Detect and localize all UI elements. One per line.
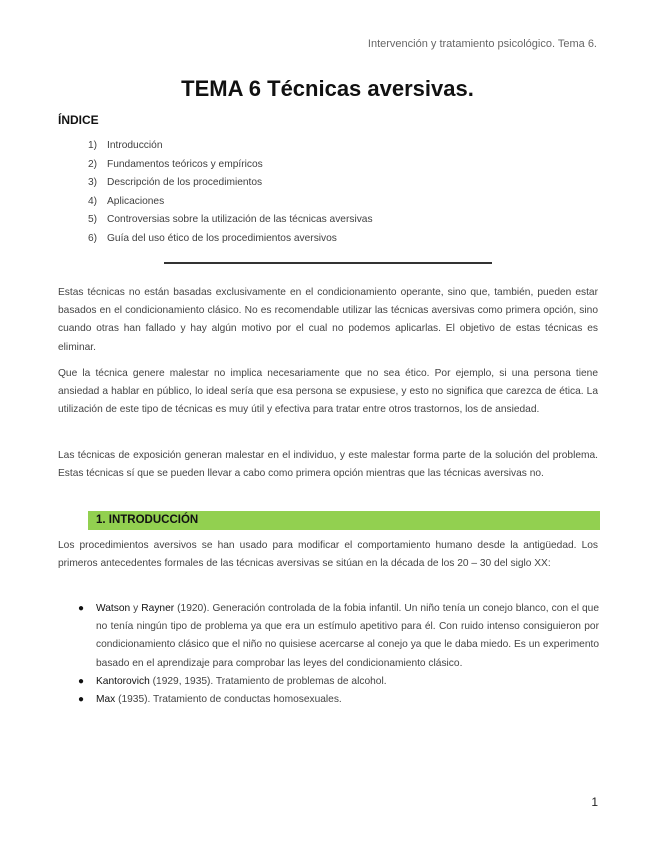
- author-name: Watson: [96, 603, 131, 614]
- index-item-label: Guía del uso ético de los procedimientos aversivos: [107, 232, 337, 244]
- intro-paragraph-2: Que la técnica genere malestar no implica necesariamente que no sea ético. Por ejemplo, si una persona tiene ansiedad a hablar en público, lo ideal sería que esa persona se expusiese, y esto no significa que carezca de ética. La utilización de este tipo de técnicas es muy útil y efectiva para tratar entre otros trastornos, los de ansiedad.: [58, 368, 598, 416]
- author-name: Max: [96, 694, 116, 706]
- intro-paragraph-1: Estas técnicas no están basadas exclusivamente en el condicionamiento operante, sino que, también, pueden estar basados en el condicionamiento clásico. No es recomendable utilizar las técnicas aversivas como primera opción, sino cuando otras han fallado y hay algún motivo por el cual no podemos aplicarlas. El objetivo de estas técnicas es eliminar.: [58, 287, 598, 353]
- list-item: [78, 673, 599, 691]
- index-item: [88, 156, 373, 175]
- index-item-label: Fundamentos teóricos y empíricos: [107, 158, 263, 170]
- bullet-icon: ●: [78, 675, 85, 687]
- index-heading: ÍNDICE: [58, 113, 99, 127]
- section-heading-bar: [88, 511, 600, 530]
- index-item-number: 1): [88, 140, 98, 151]
- index-item: [88, 174, 373, 193]
- index-item: [88, 230, 373, 249]
- document-title: TEMA 6 Técnicas aversivas.: [181, 76, 474, 101]
- bullet-text: (1935). Tratamiento de conductas homosexuales.: [115, 694, 342, 706]
- author-name: Kantorovich: [96, 675, 150, 687]
- page-number: 1: [591, 795, 598, 809]
- index-list: [88, 137, 373, 248]
- index-item: [88, 211, 373, 230]
- index-item: [88, 137, 373, 156]
- connector-text: y: [130, 603, 142, 614]
- section-heading: 1. INTRODUCCIÓN: [96, 514, 199, 526]
- bullet-text: (1929, 1935). Tratamiento de problemas de alcohol.: [149, 675, 387, 687]
- index-item-number: 3): [88, 177, 98, 188]
- index-item-number: 4): [88, 195, 98, 207]
- index-item-label: Descripción de los procedimientos: [107, 177, 263, 188]
- index-item-number: 5): [88, 214, 98, 225]
- index-item-label: Controversias sobre la utilización de las técnicas aversivas: [107, 214, 373, 225]
- index-item-number: 6): [88, 232, 98, 244]
- list-item: [78, 691, 599, 709]
- bullet-text: (1920). Generación controlada de la fobia infantil. Un niño tenía un conejo blanco, con el que no tenía ningún tipo de problema ya que era un estímulo apetitivo para él. Con ruido intenso consiguieron por condicionamiento clásico que el niño no quisiese acercarse al conejo ya que le daba miedo. Es un experimento basado en el aprendizaje para comprobar las leyes del condicionamiento clásico.: [96, 603, 599, 669]
- bullet-list: [78, 600, 599, 709]
- index-item-label: Introducción: [107, 140, 163, 151]
- index-item: [88, 193, 373, 212]
- index-item-number: 2): [88, 158, 98, 170]
- author-name: Rayner: [141, 603, 175, 614]
- bullet-icon: ●: [78, 603, 85, 614]
- section-paragraph: Los procedimientos aversivos se han usado para modificar el comportamiento humano desde la antigüedad. Los primeros antecedentes formales de las técnicas aversivas se sitúan en la década de los 20 – 30 del siglo XX:: [58, 540, 598, 570]
- list-item: [78, 600, 599, 673]
- bullet-icon: ●: [78, 694, 85, 706]
- running-header: Intervención y tratamiento psicológico. Tema 6.: [367, 38, 597, 50]
- intro-paragraph-3: Las técnicas de exposición generan malestar en el individuo, y este malestar forma parte de la solución del problema. Estas técnicas sí que se pueden llevar a cabo como primera opción mientras que las técnicas aversivas no.: [58, 450, 598, 480]
- index-item-label: Aplicaciones: [107, 195, 165, 207]
- horizontal-divider: [164, 262, 492, 264]
